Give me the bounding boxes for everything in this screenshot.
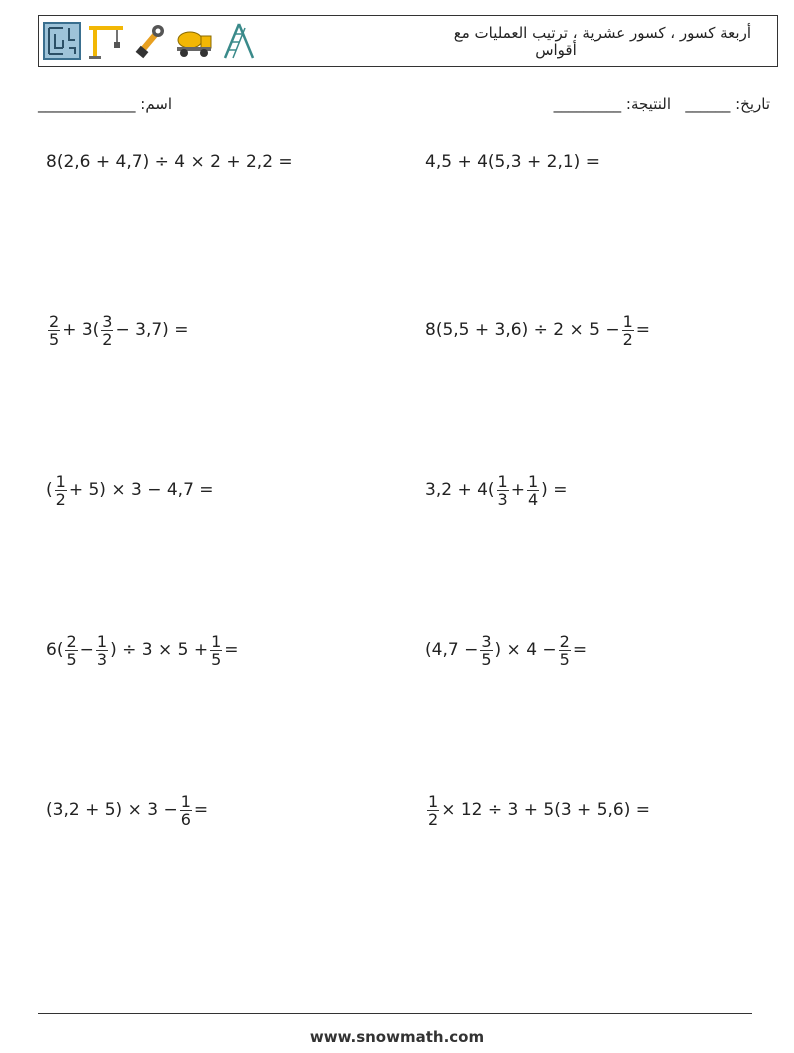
fraction: $\frac{1}{3}$ bbox=[96, 631, 108, 669]
footer-url[interactable]: www.snowmath.com bbox=[309, 1028, 485, 1046]
fraction: $\frac{2}{5}$ bbox=[66, 631, 77, 669]
fraction: $\frac{1}{6}$ bbox=[180, 791, 191, 829]
problem-9: (3,2 + 5) × 3 − $\frac{1}{6}$ = bbox=[46, 791, 209, 829]
title-line-1: أربعة كسور ، كسور عشرية ، ترتيب العمليات مع bbox=[453, 24, 751, 42]
score-label: النتيجة: _________ bbox=[553, 95, 672, 113]
date-score-fields[interactable] bbox=[554, 95, 770, 113]
problem-5: ( $\frac{1}{2}$ + 5) × 3 − 4,7 = bbox=[46, 471, 214, 509]
problem-2: 4,5 + 4(5,3 + 2,1) = bbox=[425, 152, 600, 172]
maze-icon bbox=[43, 22, 81, 60]
fraction: $\frac{1}{4}$ bbox=[527, 471, 539, 509]
crane-icon bbox=[87, 22, 125, 60]
page-title bbox=[391, 25, 751, 59]
wrench-icon bbox=[131, 22, 169, 60]
name-label: اسم: _____________ bbox=[38, 95, 173, 113]
fraction: $\frac{1}{5}$ bbox=[211, 631, 222, 669]
fraction: $\frac{1}{3}$ bbox=[497, 471, 508, 509]
name-field[interactable] bbox=[38, 95, 172, 113]
problem-1: 8(2,6 + 4,7) ÷ 4 × 2 + 2,2 = bbox=[46, 152, 293, 172]
ladder-icon bbox=[219, 22, 257, 60]
problem-10: $\frac{1}{2}$ × 12 ÷ 3 + 5(3 + 5,6) = bbox=[428, 791, 651, 829]
problem-6: 3,2 + 4( $\frac{1}{3}$ + $\frac{1}{4}$ ) = bbox=[425, 471, 568, 509]
fraction: $\frac{1}{2}$ bbox=[55, 471, 66, 509]
cement-truck-icon bbox=[175, 22, 213, 60]
fraction: $\frac{3}{2}$ bbox=[102, 311, 113, 349]
title-line-2: أقواس bbox=[535, 41, 577, 59]
fraction: $\frac{3}{5}$ bbox=[481, 631, 492, 669]
header-icons bbox=[43, 22, 257, 60]
fraction: $\frac{1}{2}$ bbox=[622, 311, 633, 349]
problem-3: $\frac{2}{5}$ + 3( $\frac{3}{2}$ − 3,7) = bbox=[49, 311, 189, 349]
fraction: $\frac{2}{5}$ bbox=[49, 311, 60, 349]
problem-8: (4,7 − $\frac{3}{5}$ ) × 4 − $\frac{2}{5}$ = bbox=[425, 631, 588, 669]
header-box bbox=[38, 15, 778, 67]
fraction: $\frac{1}{2}$ bbox=[428, 791, 439, 829]
footer-divider bbox=[38, 1013, 752, 1014]
problem-4: 8(5,5 + 3,6) ÷ 2 × 5 − $\frac{1}{2}$ = bbox=[425, 311, 651, 349]
fraction: $\frac{2}{5}$ bbox=[559, 631, 570, 669]
problem-7: 6( $\frac{2}{5}$ − $\frac{1}{3}$ ) ÷ 3 × 5 + $\frac{1}{5}$ = bbox=[46, 631, 239, 669]
date-label: تاريخ: ______ bbox=[685, 95, 770, 113]
